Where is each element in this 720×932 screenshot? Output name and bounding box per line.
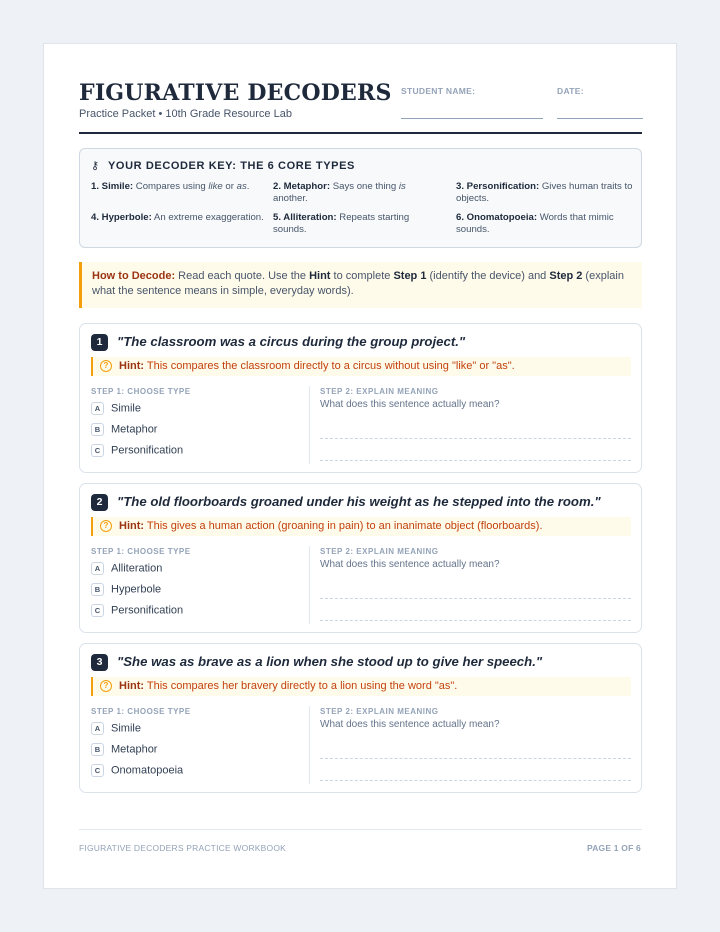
answer-line[interactable] xyxy=(320,438,631,439)
worksheet-header xyxy=(79,80,642,134)
option-a[interactable]: A Simile xyxy=(91,402,141,416)
step1-label: STEP 1: CHOOSE TYPE xyxy=(91,387,191,396)
question-quote: "The old floorboards groaned under his weight as he stepped into the room." xyxy=(117,494,601,509)
option-b[interactable]: B Hyperbole xyxy=(91,583,161,597)
page-title: FIGURATIVE DECODERS xyxy=(79,80,392,106)
answer-line[interactable] xyxy=(320,598,631,599)
option-b[interactable]: B Metaphor xyxy=(91,743,157,757)
step2-label: STEP 2: EXPLAIN MEANING xyxy=(320,707,439,716)
question-card-1 xyxy=(79,323,642,473)
explain-prompt: What does this sentence actually mean? xyxy=(320,399,500,410)
footer-title: FIGURATIVE DECODERS PRACTICE WORKBOOK xyxy=(79,843,287,853)
lightbulb-icon: ? xyxy=(100,680,112,692)
step2-label: STEP 2: EXPLAIN MEANING xyxy=(320,387,439,396)
key-item-hyperbole: 4. Hyperbole: An extreme exaggeration. xyxy=(91,212,264,223)
key-item-onomatopoeia: 6. Onomatopoeia: Words that mimic sounds. xyxy=(456,212,614,235)
column-divider xyxy=(309,546,310,624)
question-number: 2 xyxy=(91,494,108,511)
worksheet-page xyxy=(43,43,677,889)
key-item-alliteration: 5. Alliteration: Repeats starting sounds. xyxy=(273,212,410,235)
question-number: 1 xyxy=(91,334,108,351)
hint-callout: ? Hint: This compares the classroom directly to a circus without using "like" or "as". xyxy=(91,357,631,376)
date-label: DATE: xyxy=(557,86,584,96)
question-card-3 xyxy=(79,643,642,793)
explain-prompt: What does this sentence actually mean? xyxy=(320,719,500,730)
step2-label: STEP 2: EXPLAIN MEANING xyxy=(320,547,439,556)
date-field[interactable] xyxy=(557,118,643,119)
decoder-key-box xyxy=(79,148,642,248)
student-name-field[interactable] xyxy=(401,118,543,119)
student-name-label: STUDENT NAME: xyxy=(401,86,476,96)
answer-line[interactable] xyxy=(320,758,631,759)
step1-label: STEP 1: CHOOSE TYPE xyxy=(91,707,191,716)
decoder-key-title: ⚷ YOUR DECODER KEY: THE 6 CORE TYPES xyxy=(91,160,355,172)
key-item-simile: 1. Simile: Compares using like or as. xyxy=(91,181,250,192)
column-divider xyxy=(309,386,310,464)
answer-line[interactable] xyxy=(320,620,631,621)
question-quote: "The classroom was a circus during the group project." xyxy=(117,334,466,349)
answer-line[interactable] xyxy=(320,780,631,781)
lightbulb-icon: ? xyxy=(100,520,112,532)
lightbulb-icon: ? xyxy=(100,360,112,372)
hint-callout: ? Hint: This compares her bravery directly to a lion using the word "as". xyxy=(91,677,631,696)
question-card-2 xyxy=(79,483,642,633)
page-subtitle: Practice Packet • 10th Grade Resource Lab xyxy=(79,108,292,120)
footer-rule xyxy=(79,829,642,830)
answer-line[interactable] xyxy=(320,460,631,461)
instructions-callout: How to Decode: Read each quote. Use the Hint to complete Step 1 (identify the device) and Step 2 (explain what the sentence means in simple, everyday words). xyxy=(79,262,642,308)
question-quote: "She was as brave as a lion when she stood up to give her speech." xyxy=(117,654,543,669)
key-item-metaphor: 2. Metaphor: Says one thing is another. xyxy=(273,181,406,204)
key-item-personification: 3. Personification: Gives human traits to objects. xyxy=(456,181,633,204)
option-c[interactable]: C Onomatopoeia xyxy=(91,764,183,778)
hint-callout: ? Hint: This gives a human action (groaning in pain) to an inanimate object (floorboards). xyxy=(91,517,631,536)
option-a[interactable]: A Simile xyxy=(91,722,141,736)
column-divider xyxy=(309,706,310,784)
step1-label: STEP 1: CHOOSE TYPE xyxy=(91,547,191,556)
key-icon: ⚷ xyxy=(91,160,100,172)
option-c[interactable]: C Personification xyxy=(91,444,183,458)
option-c[interactable]: C Personification xyxy=(91,604,183,618)
option-b[interactable]: B Metaphor xyxy=(91,423,157,437)
page-number: PAGE 1 OF 6 xyxy=(586,843,641,853)
explain-prompt: What does this sentence actually mean? xyxy=(320,559,500,570)
option-a[interactable]: A Alliteration xyxy=(91,562,162,576)
question-number: 3 xyxy=(91,654,108,671)
